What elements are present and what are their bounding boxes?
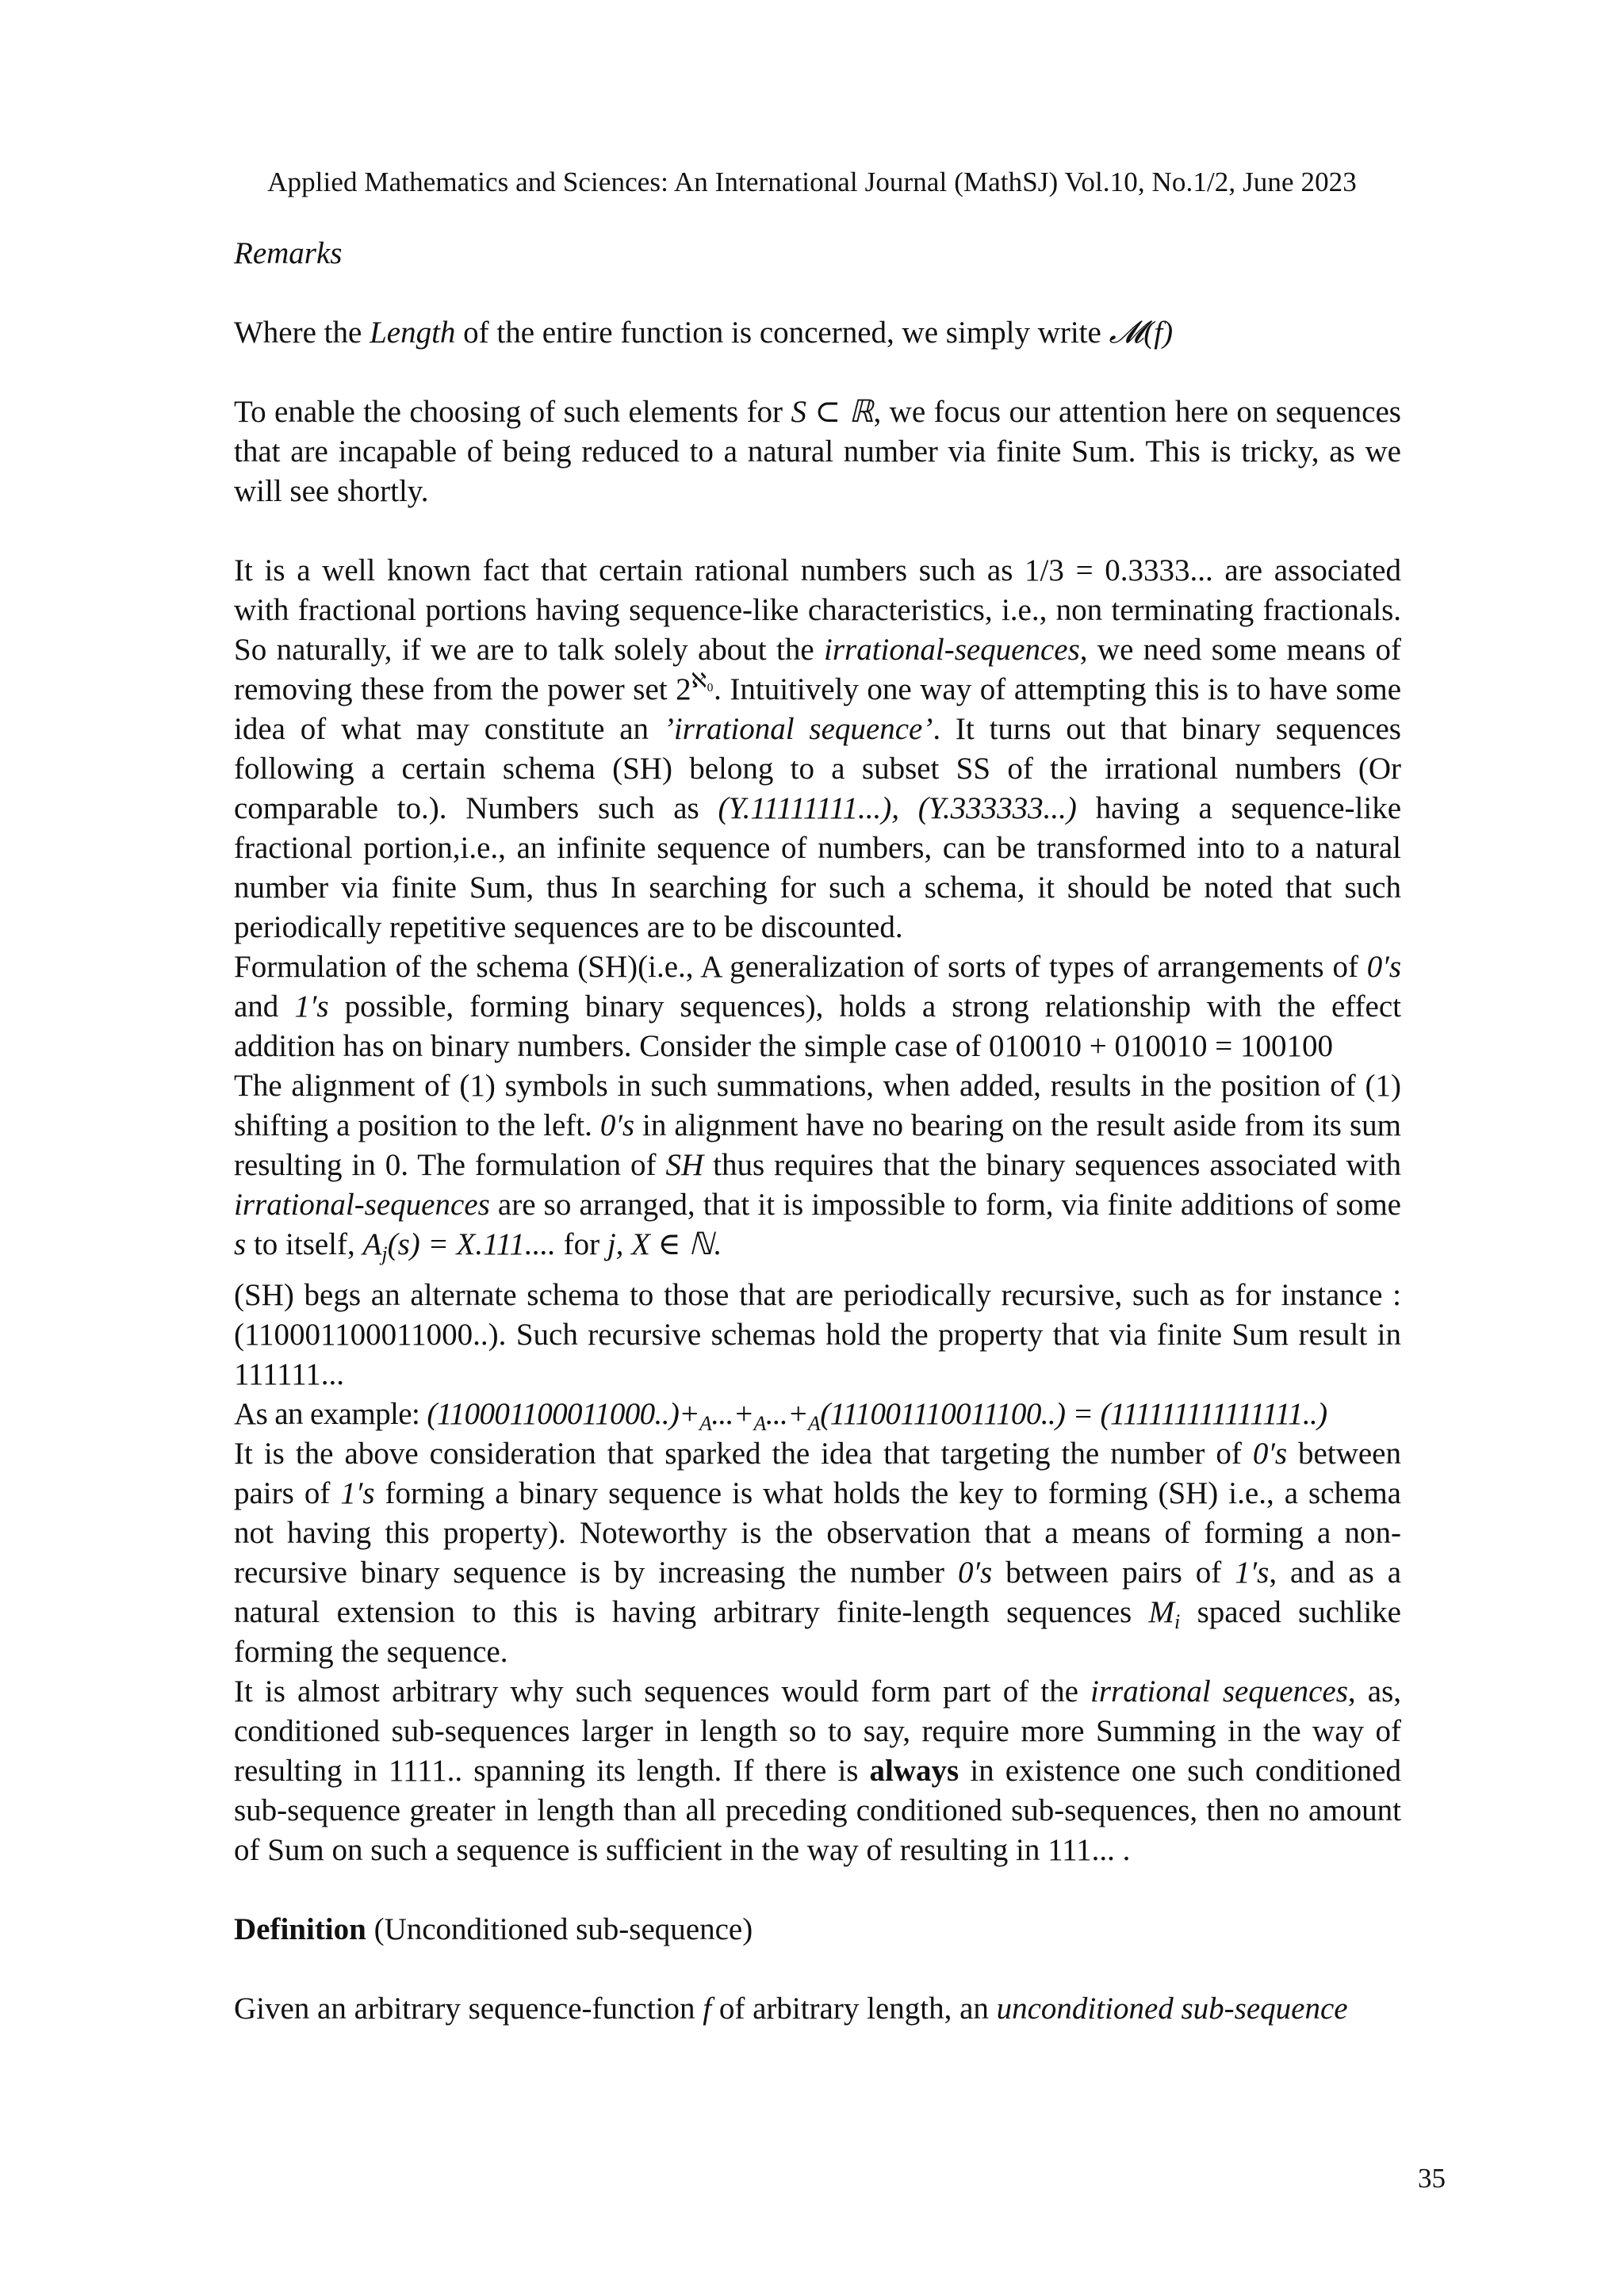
journal-header: Applied Mathematics and Sciences: An International Journal (MathSJ) Vol.10, No.1/2, June 2023 — [267, 166, 1357, 197]
remarks-heading: Remarks — [234, 236, 343, 270]
paragraph-choosing-elements: To enable the choosing of such elements for S ⊂ ℝ, we focus our attention here on sequences that are incapable of being reduced to a natural number via finite Sum. This is tricky, as we will see shortly. — [234, 395, 1401, 508]
page-body — [234, 234, 1401, 2029]
example-equation: As an example: $(110001100011000..)+_A...+_A...+_A(111001110011100..) = (111111111111111..)$ — [234, 1397, 1327, 1435]
paragraph-definition-start: Given an arbitrary sequence-function f of arbitrary length, an unconditioned sub-sequence — [234, 1992, 1348, 2026]
paragraph-arbitrary: It is almost arbitrary why such sequences would form part of the irrational sequences, as, conditioned sub-sequences larger in length so to say, require more Summing in the way of resulting in 1111.. spanning its length. If there is always in existence one such conditioned sub-sequence greater in length than all preceding conditioned sub-sequences, then no amount of Sum on such a sequence is sufficient in the way of resulting in 111... . — [234, 1674, 1402, 1867]
paragraph-rational-numbers: It is a well known fact that certain rational numbers such as 1/3 = 0.3333... are associated with fractional portions having sequence-like characteristics, i.e., non terminating fractionals. So naturally, if we are to talk solely about the irrational-sequences, we need some means of removing these from the power set $2^{ℵ_0}$. Intuitively one way of attempting this is to have some idea of what may constitute an ’irrational sequence’. It turns out that binary sequences following a certain schema (SH) belong to a subset SS of the irrational numbers (Or comparable to.). Numbers such as (Y.11111111...), (Y.333333...) having a sequence-like fractional portion,i.e., an infinite sequence of numbers, can be transformed into to a natural number via finite Sum, thus In searching for such a schema, it should be noted that such periodically repetitive sequences are to be discounted. — [234, 553, 1402, 944]
page-number: 35 — [1418, 2163, 1446, 2194]
paragraph-alignment: The alignment of (1) symbols in such summations, when added, results in the position of (1) shifting a position to the left. 0′s in alignment have no bearing on the result aside from its sum resulting in 0. The formulation of SH thus requires that the binary sequences associated with irrational-sequences are so arranged, that it is impossible to form, via finite additions of some s to itself, $A_j(s) = X.111$.... for j, X ∈ ℕ. — [234, 1069, 1402, 1265]
paragraph-consideration: It is the above consideration that sparked the idea that targeting the number of 0′s between pairs of 1′s forming a binary sequence is what holds the key to forming (SH) i.e., a schema not having this property). Noteworthy is the observation that a means of forming a non-recursive binary sequence is by increasing the number 0′s between pairs of 1′s, and as a natural extension to this is having arbitrary finite-length sequences $M_i$ spaced suchlike forming the sequence. — [234, 1437, 1402, 1669]
paragraph-alternate-schema: (SH) begs an alternate schema to those that are periodically recursive, such as for instance :(110001100011000..). Such recursive schemas hold the property that via finite Sum result in 111111... — [234, 1278, 1401, 1391]
paragraph-formulation: Formulation of the schema (SH)(i.e., A generalization of sorts of types of arrangements of 0′s and 1′s possible, forming binary sequences), holds a strong relationship with the effect addition has on binary numbers. Consider the simple case of 010010 + 010010 = 100100 — [234, 950, 1401, 1063]
paragraph-length: Where the Length of the entire function is concerned, we simply write 𝓜(f) — [234, 316, 1174, 350]
definition-heading: Definition (Unconditioned sub-sequence) — [234, 1912, 753, 1946]
